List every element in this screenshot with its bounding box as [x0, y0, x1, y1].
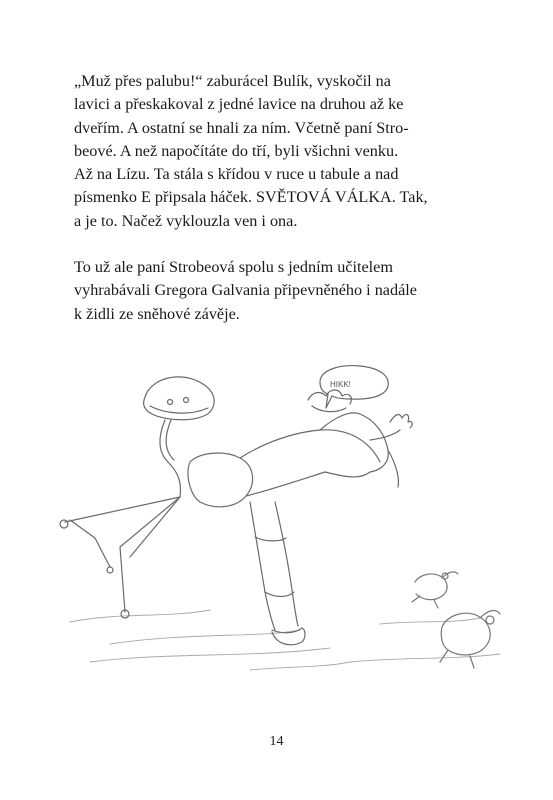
text-line: písmenko E připsala háček. SVĚTOVÁ VÁLKA. Tak,: [74, 188, 428, 207]
text-line: „Muž přes palubu!“ zaburácel Bulík, vyskočil na: [74, 72, 391, 90]
text-line: vyhrabávali Gregora Galvania připevněného i nadále: [74, 281, 417, 300]
chair-legs: [60, 497, 180, 618]
page-number: 14: [269, 734, 284, 749]
chair-back-bar: [160, 420, 180, 497]
text-line: Až na Lízu. Ta stála s křídou v ruce u tabule a nad: [74, 165, 399, 184]
text-line: beové. A než napočítáte do tří, byli všichni venku.: [74, 141, 399, 160]
chair-seat: [144, 377, 214, 420]
paragraph-1: [74, 70, 494, 233]
snow-ground-lines: [70, 610, 500, 670]
speech-bubble-text: HIKK!: [330, 380, 351, 389]
paragraph-2: [74, 256, 494, 326]
pencil-illustration: [50, 362, 520, 682]
text-line: dveřím. A ostatní se hnali za ním. Včetně paní Stro-: [74, 118, 409, 137]
distant-figure-1: [412, 572, 458, 608]
person-figure: [188, 390, 412, 645]
text-line: To už ale paní Strobeová spolu s jedním učitelem: [74, 258, 393, 276]
text-line: lavici a přeskakoval z jedné lavice na druhou až ke: [74, 95, 404, 114]
text-line: a je to. Načež vyklouzla ven i ona.: [74, 211, 298, 230]
text-line: k židli ze sněhové závěje.: [74, 304, 240, 323]
